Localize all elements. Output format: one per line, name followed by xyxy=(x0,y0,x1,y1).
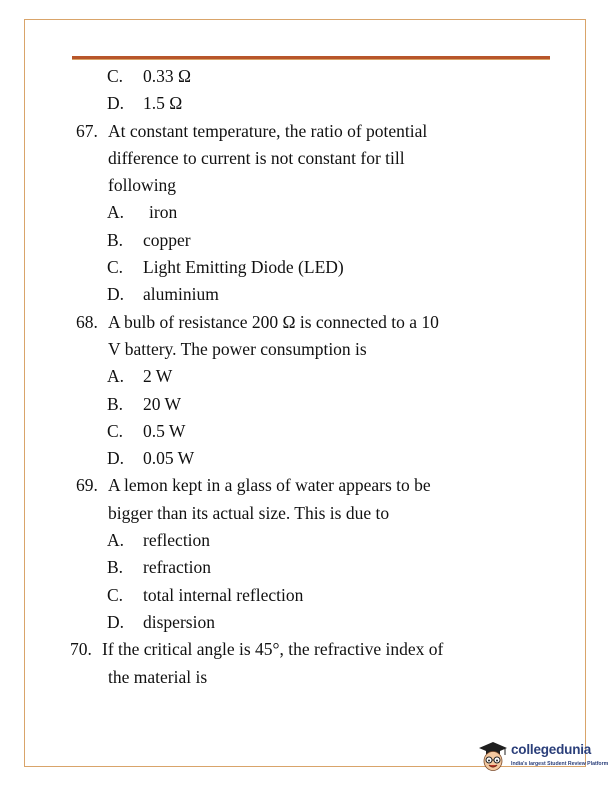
student-mascot-icon xyxy=(478,740,508,774)
option-text: aluminium xyxy=(143,284,219,305)
option-letter: B. xyxy=(107,229,124,250)
option-text: total internal reflection xyxy=(143,584,304,605)
option-text: 20 W xyxy=(143,393,182,414)
option-text: 2 W xyxy=(143,366,173,387)
option-row xyxy=(0,418,612,445)
option-row xyxy=(0,609,612,636)
question-70 xyxy=(0,636,612,663)
question-text-line: difference to current is not constant for till xyxy=(108,147,405,168)
option-letter: C. xyxy=(107,584,124,605)
question-67 xyxy=(0,118,612,145)
question-text-line: bigger than its actual size. This is due to xyxy=(108,502,390,523)
question-text-row xyxy=(0,336,612,363)
question-69 xyxy=(0,472,612,499)
question-text-line: V battery. The power consumption is xyxy=(108,338,367,359)
option-row xyxy=(0,363,612,390)
question-text-row xyxy=(0,500,612,527)
question-number: 68. xyxy=(76,311,98,332)
question-content xyxy=(0,63,612,691)
option-row xyxy=(0,63,612,90)
option-row xyxy=(0,281,612,308)
option-letter: A. xyxy=(107,366,125,387)
option-row xyxy=(0,254,612,281)
option-letter: D. xyxy=(107,448,125,469)
option-row xyxy=(0,391,612,418)
option-text: 0.5 W xyxy=(143,420,186,441)
logo-tagline: India's largest Student Review Platform xyxy=(511,761,609,767)
question-text-line: A lemon kept in a glass of water appears to be xyxy=(108,475,431,496)
header-rule xyxy=(72,56,550,60)
option-letter: C. xyxy=(107,257,124,278)
option-text: iron xyxy=(149,202,178,223)
option-letter: D. xyxy=(107,284,125,305)
option-text: dispersion xyxy=(143,611,215,632)
option-row xyxy=(0,527,612,554)
question-text-line: the material is xyxy=(108,666,208,687)
option-row xyxy=(0,90,612,117)
question-text-line: If the critical angle is 45°, the refractive index of xyxy=(102,639,444,660)
option-text: 0.05 W xyxy=(143,448,195,469)
option-text: refraction xyxy=(143,557,212,578)
collegedunia-logo xyxy=(478,738,609,776)
option-row xyxy=(0,582,612,609)
option-text: 1.5 Ω xyxy=(143,93,183,114)
option-letter: C. xyxy=(107,420,124,441)
option-letter: B. xyxy=(107,557,124,578)
question-text-line: At constant temperature, the ratio of potential xyxy=(108,120,428,141)
question-text-row xyxy=(0,664,612,691)
option-text: 0.33 Ω xyxy=(143,66,192,86)
question-text-line: A bulb of resistance 200 Ω is connected to a 10 xyxy=(108,311,439,332)
question-68 xyxy=(0,309,612,336)
question-number: 70. xyxy=(70,639,92,660)
option-row xyxy=(0,554,612,581)
option-letter: B. xyxy=(107,393,124,414)
option-row xyxy=(0,227,612,254)
logo-name: collegedunia xyxy=(511,742,592,757)
question-text-row xyxy=(0,172,612,199)
option-letter: D. xyxy=(107,611,125,632)
question-number: 69. xyxy=(76,475,98,496)
option-row xyxy=(0,199,612,226)
question-text-line: following xyxy=(108,175,177,196)
option-letter: A. xyxy=(107,202,125,223)
option-letter: C. xyxy=(107,66,124,86)
question-number: 67. xyxy=(76,120,98,141)
option-text: Light Emitting Diode (LED) xyxy=(143,257,344,278)
option-letter: D. xyxy=(107,93,125,114)
option-text: reflection xyxy=(143,530,211,551)
option-text: copper xyxy=(143,229,191,250)
option-row xyxy=(0,445,612,472)
question-text-row xyxy=(0,145,612,172)
option-letter: A. xyxy=(107,530,125,551)
